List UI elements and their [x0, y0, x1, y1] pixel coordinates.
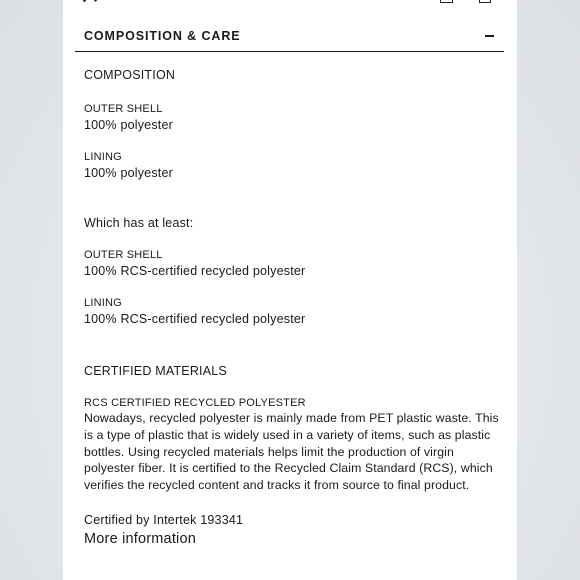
product-details-panel — [63, 0, 517, 580]
composition-care-accordion-header[interactable] — [75, 22, 504, 52]
outer-shell-label: OUTER SHELL — [84, 103, 163, 115]
at-least-text: Which has at least: — [84, 216, 194, 230]
accordion-title: COMPOSITION & CARE — [84, 29, 241, 43]
recycled-lining-value: 100% RCS-certified recycled polyester — [84, 312, 306, 326]
rcs-material-label: RCS CERTIFIED RECYCLED POLYESTER — [84, 397, 306, 409]
rcs-description-line: verifies the recycled content and tracks it from source to final product. — [84, 478, 470, 493]
top-toolbar — [63, 0, 517, 6]
lining-label: LINING — [84, 151, 122, 163]
recycled-lining-label: LINING — [84, 297, 122, 309]
cart-icon[interactable] — [479, 0, 491, 3]
rcs-description-line: Nowadays, recycled polyester is mainly made from PET plastic waste. This — [84, 411, 499, 425]
rcs-description-line: polyester fiber. It is certified to the Recycled Claim Standard (RCS), which — [84, 461, 493, 476]
bag-icon[interactable] — [440, 0, 453, 3]
recycled-outer-shell-value: 100% RCS-certified recycled polyester — [84, 264, 306, 278]
rcs-description-line: is a type of plastic that is widely used in a variety of items, such as plastic — [84, 427, 491, 442]
certified-by-text: Certified by Intertek 193341 — [84, 512, 244, 527]
outer-shell-value: 100% polyester — [84, 118, 173, 132]
composition-heading: COMPOSITION — [84, 68, 176, 82]
minus-icon[interactable] — [485, 35, 494, 37]
lining-value: 100% polyester — [84, 166, 173, 180]
rcs-description-line: bottles. Using recycled materials helps limit the production of virgin — [84, 444, 454, 459]
close-icon[interactable] — [83, 0, 97, 2]
recycled-outer-shell-label: OUTER SHELL — [84, 249, 163, 261]
more-information-link[interactable]: More information — [84, 530, 196, 547]
accordion-content — [84, 66, 499, 549]
certified-materials-heading: CERTIFIED MATERIALS — [84, 364, 227, 378]
